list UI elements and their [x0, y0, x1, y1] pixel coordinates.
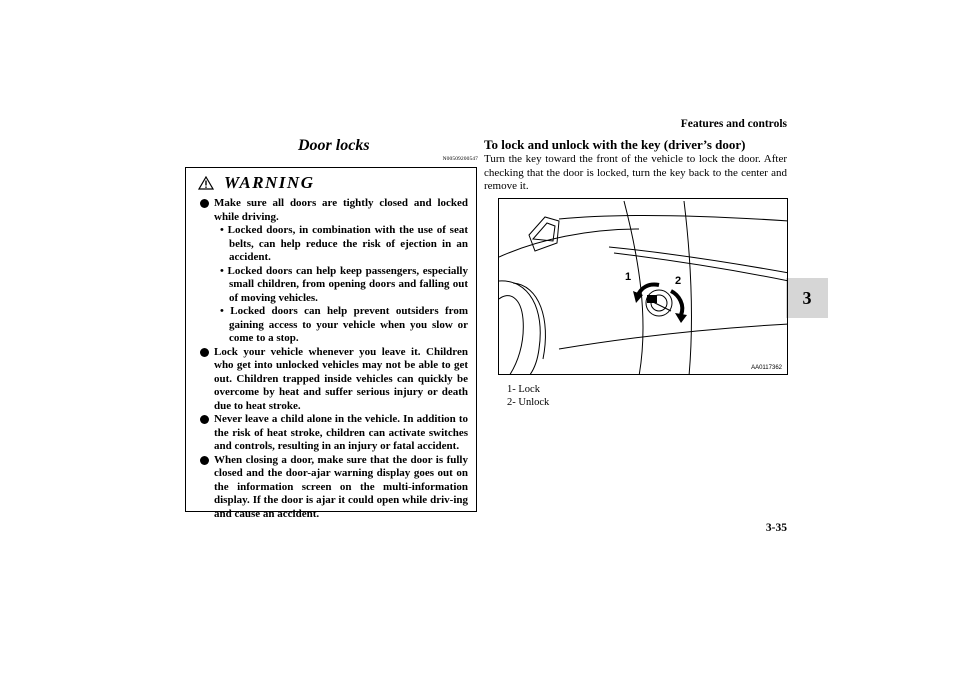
- chapter-tab: 3: [786, 278, 828, 318]
- figure-legend: [507, 383, 549, 409]
- warning-triangle-icon: [198, 176, 214, 190]
- warning-subitem: • Locked doors, in combination with the use of seat belts, can help reduce the risk of ejection in an accident.: [220, 224, 468, 263]
- legend-item-lock: 1- Lock: [507, 384, 540, 395]
- warning-item-text: Lock your vehicle whenever you leave it. Children who get into unlocked vehicles may not be able to get out. Children trapped inside vehicles can quickly be overcome by heat and suffer serious injury or death due to heat stroke.: [214, 345, 468, 412]
- warning-box: [185, 167, 477, 520]
- header-title: Features and controls: [680, 118, 787, 130]
- key-lock-heading: To lock and unlock with the key (driver’s door): [484, 137, 746, 152]
- key-lock-paragraph: Turn the key toward the front of the vehicle to lock the door. After checking that the door is locked, turn the key back to the center and remove it.: [484, 153, 787, 192]
- warning-item: [200, 413, 468, 454]
- warning-subitem: • Locked doors can help prevent outsiders from gaining access to your vehicle when you slow or come to a stop.: [220, 305, 468, 344]
- warning-item-text: When closing a door, make sure that the door is fully closed and the door-ajar warning display goes out on the information screen on the multi-information display. If the door is ajar it could open while driv-ing and cause an accident.: [214, 453, 468, 520]
- car-door-drawing: [499, 199, 788, 375]
- warning-header: [198, 173, 314, 193]
- section-title: Door locks: [298, 137, 370, 154]
- page-number: 3-35: [765, 522, 787, 534]
- door-lock-illustration: [498, 198, 788, 375]
- legend-item-unlock: 2- Unlock: [507, 397, 550, 408]
- figure-label-unlock: 2: [675, 275, 682, 287]
- warning-list: [200, 197, 468, 521]
- warning-title: WARNING: [224, 173, 315, 192]
- figure-label-lock: 1: [625, 271, 632, 283]
- warning-item-text: Make sure all doors are tightly closed and locked while driving.: [214, 197, 468, 223]
- section-code: N00509200547: [442, 156, 478, 162]
- figure-code: AA0117362: [751, 365, 782, 371]
- warning-item-text: Never leave a child alone in the vehicle. In addition to the risk of heat stroke, children can activate switches and controls, resulting in an injury or fatal accident.: [214, 413, 468, 452]
- warning-item: [200, 346, 468, 414]
- warning-item: [200, 197, 468, 346]
- warning-item: [200, 454, 468, 522]
- warning-subitem: • Locked doors can help keep passengers, especially small children, from opening doors and falling out of moving vehicles.: [220, 264, 468, 304]
